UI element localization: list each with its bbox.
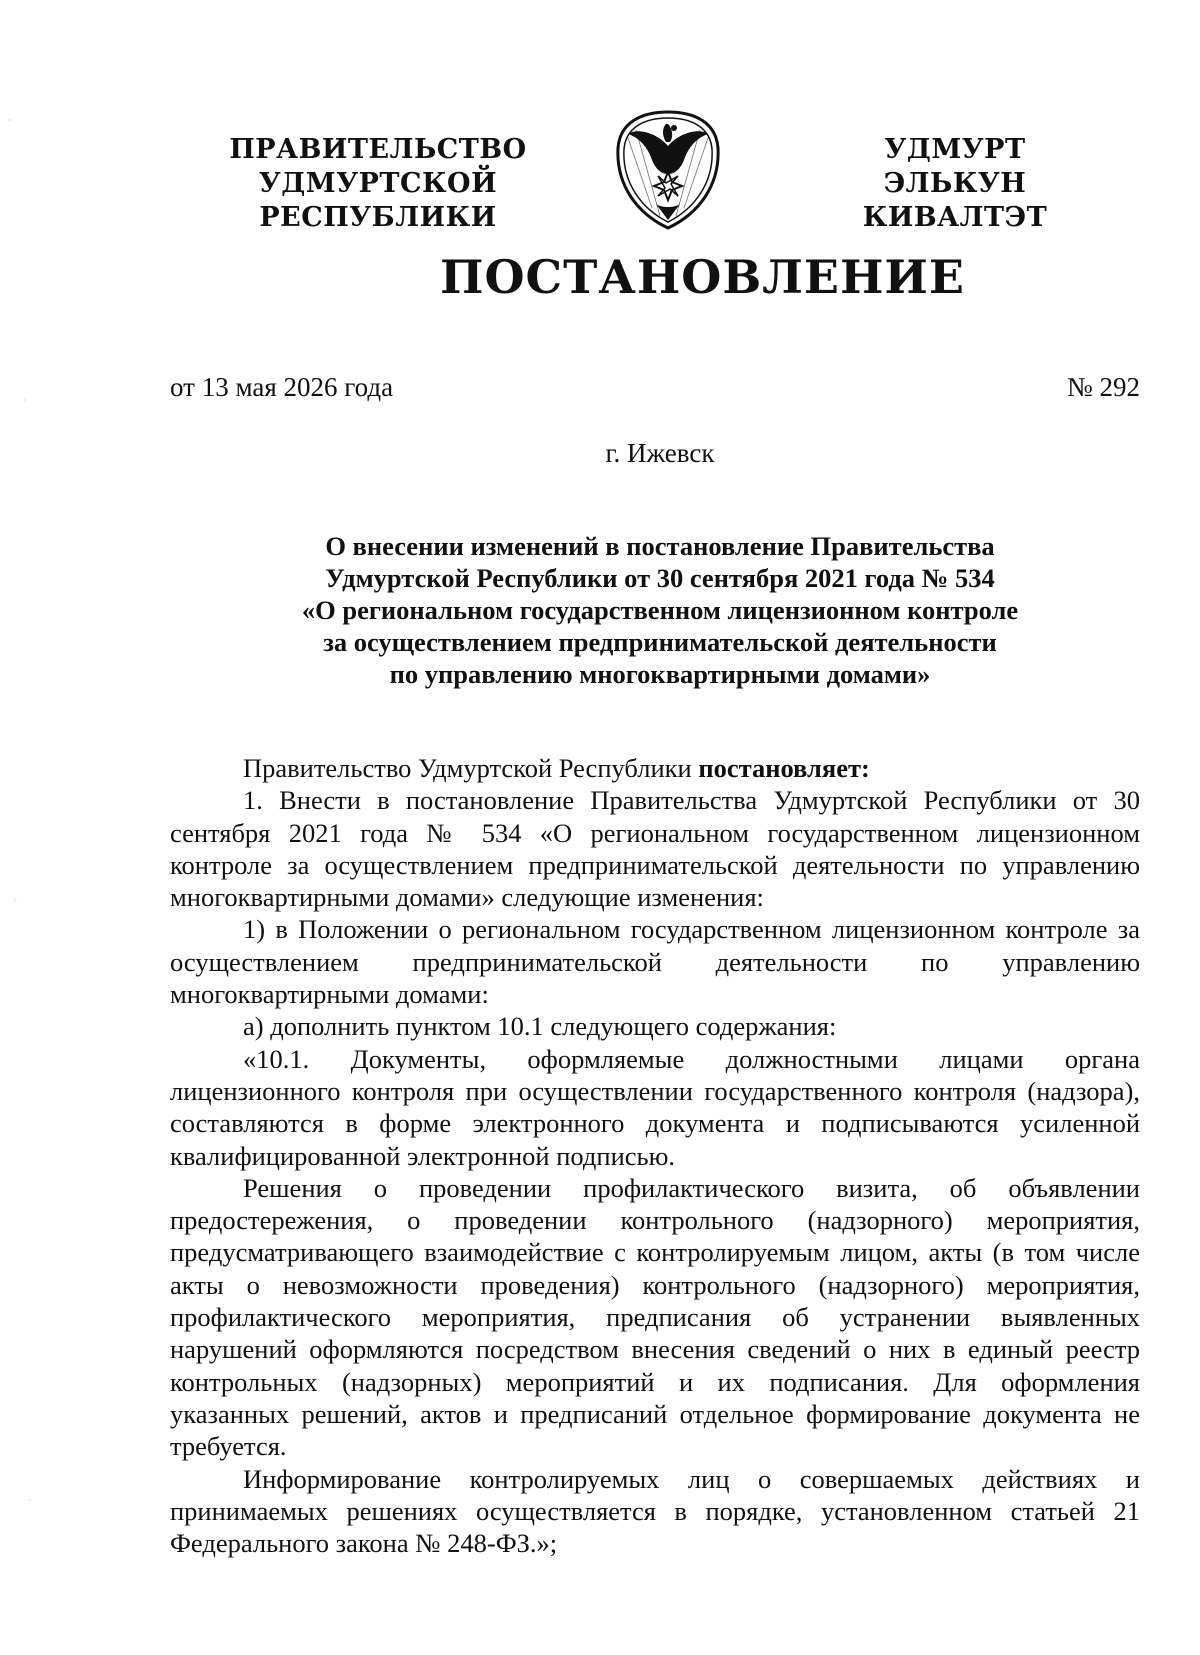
title-line: Удмуртской Республики от 30 сентября 2021 года № 534 [325,563,995,593]
title-line: О внесении изменений в постановление Правительства [325,531,995,561]
title-line: «О региональном государственном лицензионном контроле [301,595,1019,625]
document-number: № 292 [1066,372,1140,402]
scan-edge-noise [0,0,40,1655]
preamble-paragraph [170,752,1140,784]
header-right-line2: КИВАЛТЭТ [862,202,1048,233]
preamble-bold-verb: постановляет: [698,753,870,783]
body-paragraph: Решения о проведении профилактического визита, об объявлении предостережения, о проведении контрольного (надзорного) мероприятия, предусматривающего взаимодействие с контролируемым лицом, акты (в том числе акты о невозможности проведения) контрольного (надзорного) мероприятия, профилактического мероприятия, предписания об устранении выявленных нарушений оформляются посредством внесения сведений о них в единый реестр контрольных (надзорных) мероприятий и их подписания. Для оформления указанных решений, актов и предписаний отдельное формирование документа не требуется. [170,1172,1140,1462]
title-line: по управлению многоквартирными домами» [389,659,931,689]
body-paragraph: 1) в Положении о региональном государственном лицензионном контроле за осуществлением предпринимательской деятельности по управлению многоквартирными домами: [170,914,1140,1010]
body-paragraph: 1. Внести в постановление Правительства Удмуртской Республики от 30 сентября 2021 года № 534 «О региональном государственном лицензионном контроле за осуществлением предпринимательской деятельности по управлению многоквартирными домами» следующие изменения: [170,785,1140,913]
document-title [270,530,1050,690]
header-issuer-udmurt [810,133,1100,235]
title-line: за осуществлением предпринимательской деятельности [323,627,997,657]
header-left-line1: ПРАВИТЕЛЬСТВО [229,134,527,165]
header-right-line1: УДМУРТ ЭЛЬКУН [883,134,1027,199]
header-left-line2: УДМУРТСКОЙ РЕСПУБЛИКИ [258,168,498,233]
document-date: от 13 мая 2026 года [170,372,394,402]
body-paragraph: Информирование контролируемых лиц о совершаемых действиях и принимаемых решениях осуществляется в порядке, установленном статьей 21 Федерального закона № 248-ФЗ.»; [170,1463,1140,1559]
body-paragraph: «10.1. Документы, оформляемые должностными лицами органа лицензионного контроля при осуществлении государственного контроля (надзора), составляются в форме электронного документа и подписываются усиленной квалифицированной электронной подписью. [170,1043,1140,1171]
body-paragraph: а) дополнить пунктом 10.1 следующего содержания: [243,1011,837,1042]
preamble-text: Правительство Удмуртской Республики [243,753,699,783]
udmurt-coat-of-arms-icon [612,108,724,232]
document-body [170,752,1140,1559]
document-type: ПОСТАНОВЛЕНИЕ [440,250,965,304]
document-city: г. Ижевск [605,438,715,468]
header-issuer-russian [168,133,588,235]
